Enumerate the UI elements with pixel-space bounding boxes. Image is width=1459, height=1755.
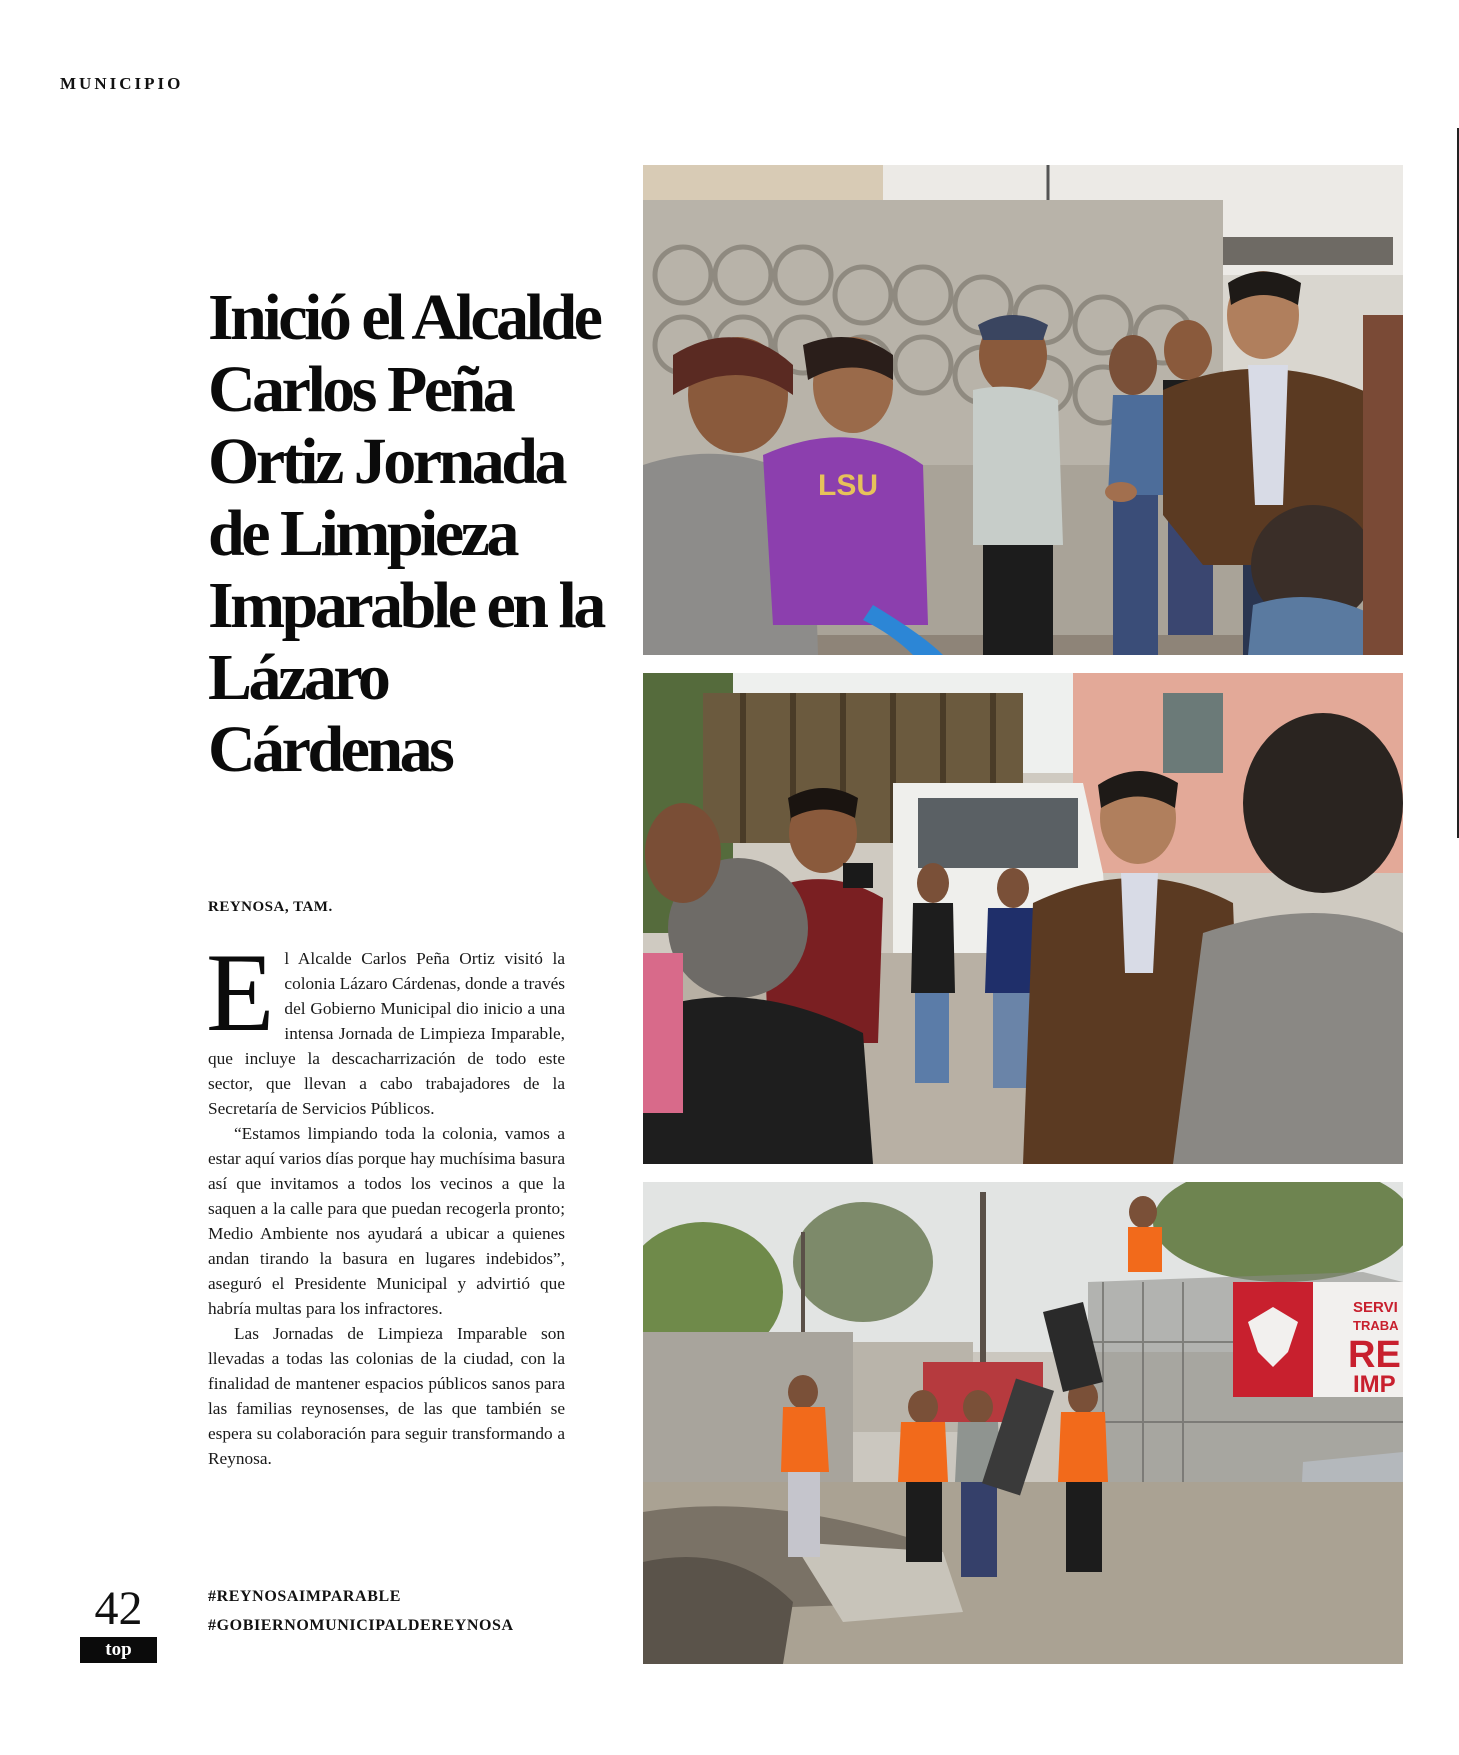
drop-cap: E [206, 931, 275, 1055]
article-body [206, 931, 565, 1471]
photo-3-illustration [643, 1182, 1403, 1664]
article-paragraph-3: Las Jornadas de Limpieza Imparable son llevadas a todas las colonias de la ciudad, con la finalidad de mantener espacios públicos sanos para las familias reynosenses, de las que también se espera su colaboración para seguir transformando a Reynosa. [208, 1324, 565, 1468]
banner-text-imp: IMP [1353, 1371, 1396, 1398]
headline: Inició el Alcalde Carlos Peña Ortiz Jornada de Limpieza Imparable en la Lázaro Cárdenas [208, 281, 603, 786]
article-paragraph-1-text: l Alcalde Carlos Peña Ortiz visitó la colonia Lázaro Cárdenas, donde a través del Gobierno Municipal dio inicio a una intensa Jornada de Limpieza Imparable, que incluye la descacharrización de todo este sector, que llevan a cabo trabajadores de la Secretaría de Servicios Públicos. [208, 949, 565, 1118]
hashtags [208, 1582, 514, 1640]
page-number: 42 [94, 1582, 143, 1635]
article-paragraph-1 [206, 931, 565, 1121]
photo-1-illustration [643, 165, 1403, 655]
banner-text-re: RE [1348, 1334, 1401, 1376]
page-brand-badge: top [80, 1637, 157, 1663]
svg-text:LSU: LSU [818, 469, 878, 502]
hashtag-reynosa-imparable: #REYNOSAIMPARABLE [208, 1588, 402, 1605]
photo-2-illustration [643, 673, 1403, 1164]
banner-text-servi: SERVI [1353, 1299, 1398, 1316]
banner-text-traba: TRABA [1353, 1318, 1399, 1333]
article-paragraph-2: “Estamos limpiando toda la colonia, vamos a estar aquí varios días porque hay muchísima basura así que invitamos a todos los vecinos a que la saquen a la calle para que puedan recogerla pronto; Medio Ambiente nos ayudará a ubicar a quienes andan tirando la basura en lugares indebidos”, aseguró el Presidente Municipal y advirtió que habría multas para los infractores. [208, 1124, 565, 1318]
photo-workers-collecting-debris [643, 1182, 1403, 1664]
photo-mayor-greeting-neighbors [643, 165, 1403, 655]
section-label: MUNICIPIO [60, 74, 184, 93]
photo-mayor-with-residents-truck [643, 673, 1403, 1164]
hashtag-gobierno-municipal: #GOBIERNOMUNICIPALDEREYNOSA [208, 1617, 514, 1634]
dateline: REYNOSA, TAM. [208, 899, 333, 915]
